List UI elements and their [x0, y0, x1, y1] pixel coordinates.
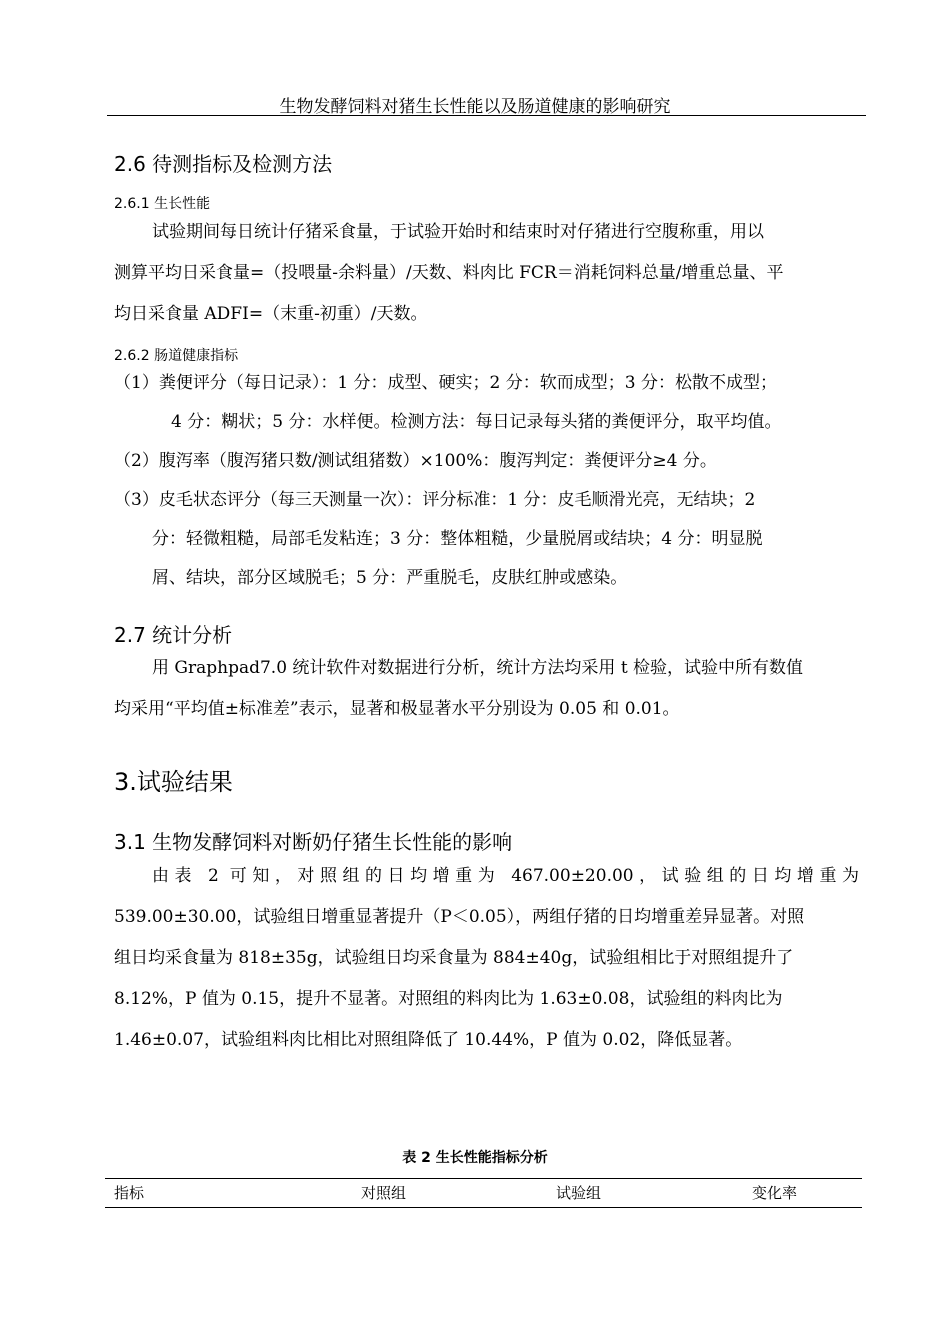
line: 试验期间每日统计仔猪采食量，于试验开始时和结束时对仔猪进行空腹称重，用以 — [152, 222, 764, 242]
paragraph-3-1 — [114, 856, 859, 1061]
heading-2-6-2: 2.6.2 肠道健康指标 — [114, 348, 239, 364]
line: 测算平均日采食量=（投喂量-余料量）/天数、料肉比 FCR＝消耗饲料总量/增重总量、平 — [114, 263, 784, 283]
list-item: （2）腹泻率（腹泻猪只数/测试组猪数）×100%：腹泻判定：粪便评分≥4 分。 — [114, 451, 717, 471]
list-item: （3）皮毛状态评分（每三天测量一次）：评分标准：1 分：皮毛顺滑光亮，无结块；2 — [114, 490, 756, 510]
paragraph-2-6-1 — [114, 212, 859, 335]
line: 1.46±0.07，试验组料肉比相比对照组降低了 10.44%，P 值为 0.02，降低显著。 — [114, 1030, 743, 1050]
paragraph-2-7 — [114, 648, 859, 730]
heading-2-7: 2.7 统计分析 — [114, 623, 233, 647]
table-header-control: 对照组 — [361, 1184, 407, 1202]
list-item-continuation: 分：轻微粗糙，局部毛发粘连；3 分：整体粗糙，少量脱屑或结块；4 分：明显脱 — [152, 529, 763, 549]
header-rule — [107, 115, 866, 116]
table-header-treatment: 试验组 — [556, 1184, 602, 1202]
list-item-continuation: 4 分：糊状；5 分：水样便。检测方法：每日记录每头猪的粪便评分，取平均值。 — [171, 412, 782, 432]
line: 由表 2 可知，对照组的日均增重为 467.00±20.00，试验组的日均增重为 — [152, 866, 859, 886]
line: 组日均采食量为 818±35g，试验组日均采食量为 884±40g，试验组相比于对照组提升了 — [114, 948, 794, 968]
running-header: 生物发酵饲料对猪生长性能以及肠道健康的影响研究 — [279, 97, 671, 117]
heading-2-6: 2.6 待测指标及检测方法 — [114, 152, 333, 176]
heading-3-1: 3.1 生物发酵饲料对断奶仔猪生长性能的影响 — [114, 830, 513, 854]
list-item-continuation: 屑、结块，部分区域脱毛；5 分：严重脱毛，皮肤红肿或感染。 — [152, 568, 628, 588]
line: 539.00±30.00，试验组日增重显著提升（P＜0.05），两组仔猪的日均增重差异显著。对照 — [114, 907, 805, 927]
table-header-change-rate: 变化率 — [752, 1184, 798, 1202]
line: 8.12%，P 值为 0.15，提升不显著。对照组的料肉比为 1.63±0.08，试验组的料肉比为 — [114, 989, 783, 1009]
table-header-indicator: 指标 — [114, 1184, 145, 1202]
heading-2-6-1: 2.6.1 生长性能 — [114, 196, 211, 212]
table-header-rule — [105, 1207, 862, 1208]
heading-3: 3.试验结果 — [114, 768, 233, 796]
list-item: （1）粪便评分（每日记录）：1 分：成型、硬实；2 分：软而成型；3 分：松散不成型； — [114, 373, 777, 393]
table-title: 表 2 生长性能指标分析 — [402, 1150, 548, 1166]
line: 均采用“平均值±标准差”表示，显著和极显著水平分别设为 0.05 和 0.01。 — [114, 699, 680, 719]
line: 均日采食量 ADFI=（末重-初重）/天数。 — [114, 304, 428, 324]
line: 用 Graphpad7.0 统计软件对数据进行分析，统计方法均采用 t 检验，试验中所有数值 — [152, 658, 804, 678]
list-2-6-2 — [114, 364, 864, 598]
table-top-rule — [105, 1178, 862, 1179]
